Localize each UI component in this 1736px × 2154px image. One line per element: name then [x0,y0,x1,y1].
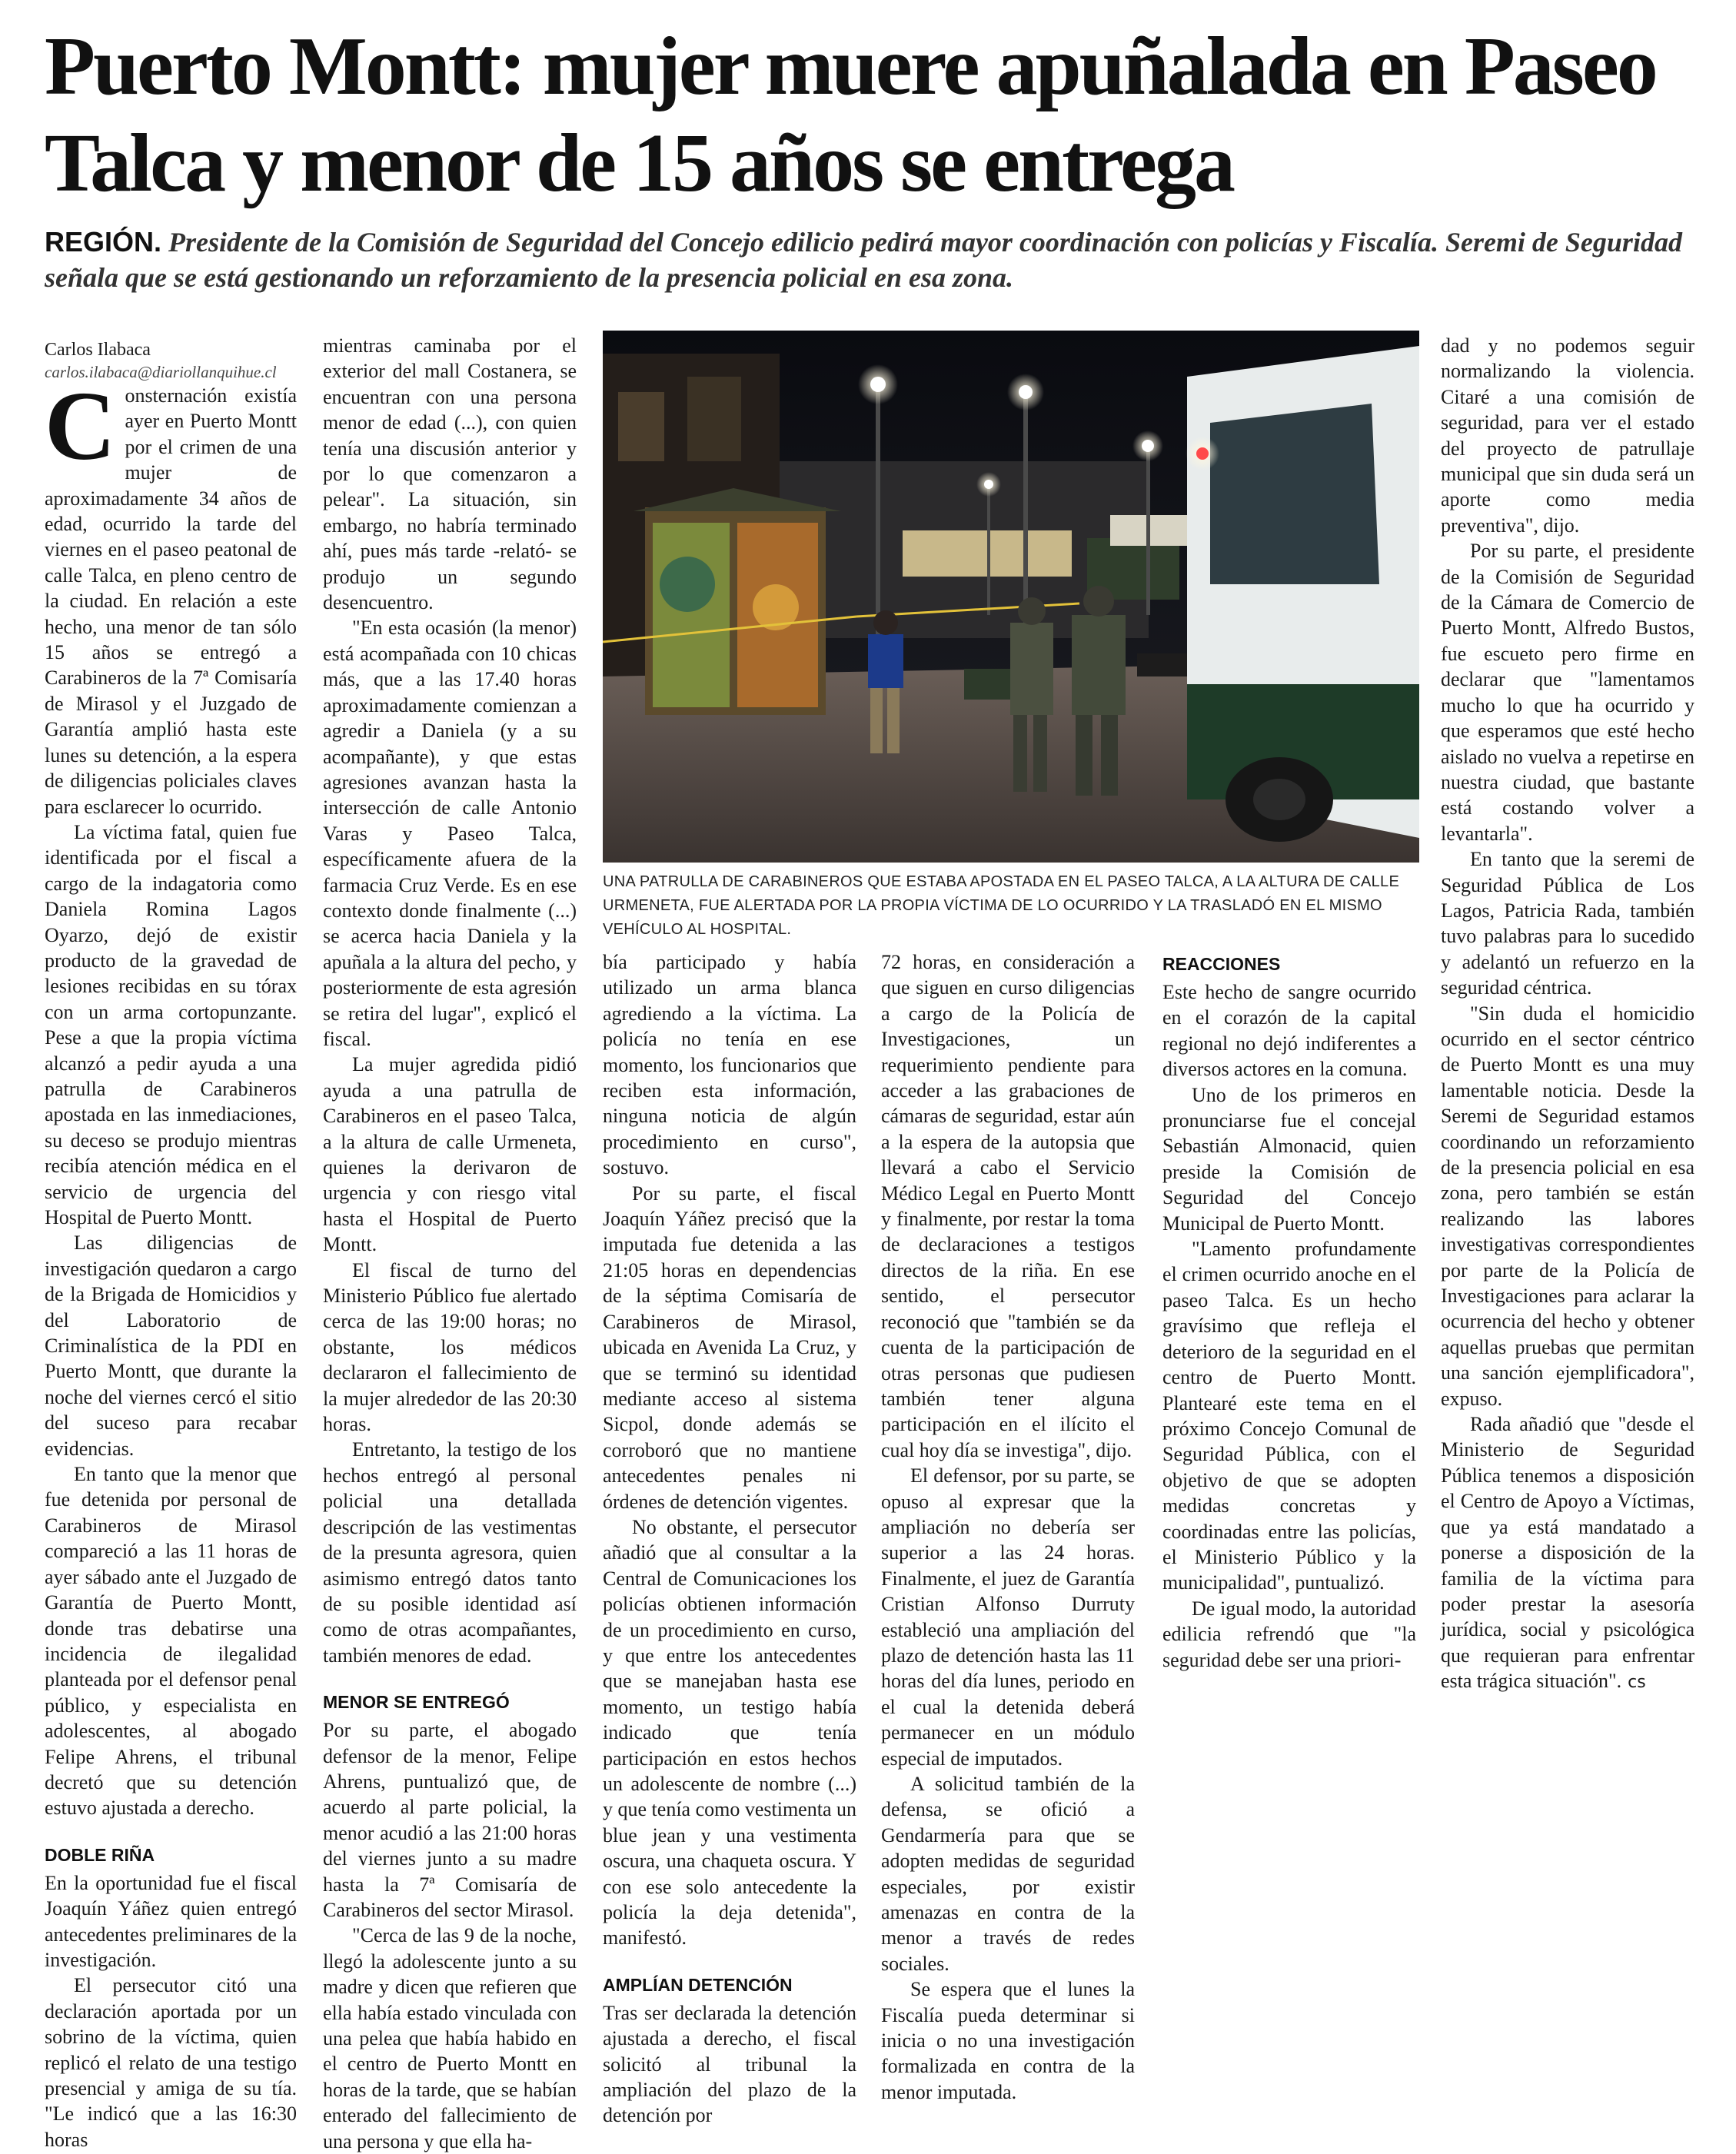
paragraph: bía participado y había utilizado un arma blanca agrediendo a la víctima. La policía no tenía en ese momento, los funcionarios que reciben esta información, ninguna noticia de algún procedimiento en curso", sostuvo. [603,951,856,1179]
section-label: REGIÓN. [45,226,162,258]
paragraph: Entretanto, la testigo de los hechos entregó al personal policial una detallada descripción de las vestimentas de la presunta agresora, quien asimismo entregó datos tanto de su posible identidad así como de otras acompañantes, también menores de edad. [323,1438,577,1667]
end-mark: cs [1628,1673,1646,1693]
paragraph: 72 horas, en consideración a que siguen en curso diligencias a cargo de la Policía de Investigaciones, un requerimiento pendiente para acceder a las grabaciones de cámaras de seguridad, estar aún a la espera de la autopsia que llevará a cabo el Servicio Médico Legal en Puerto Montt y finalmente, por restar la toma de declaraciones a testigos directos de la riña. En ese sentido, el persecutor reconoció que "también se da cuenta de la participación de otras personas que pudiesen también tener alguna participación en el ilícito el cual hoy día se investiga", dijo. [881,951,1135,1461]
paragraph: Las diligencias de investigación quedaron a cargo de la Brigada de Homicidios y del Laboratorio de Criminalística de la PDI en Puerto Montt, que durante la noche del viernes cercó el sitio del suceso para recabar evidencias. [45,1232,297,1460]
article-column-1 [45,338,297,2152]
paragraph: Se espera que el lunes la Fiscalía pueda determinar si inicia o no una investigación formalizada en contra de la menor imputada. [881,1978,1135,2103]
paragraph: En tanto que la menor que fue detenida por personal de Carabineros de Mirasol compareció a las 11 horas de ayer sábado ante el Juzgado de Garantía de Puerto Montt, donde tras debatirse una incidencia de ilegalidad planteada por el defensor penal público, y especialista en adolescentes, al abogado Felipe Ahrens, el tribunal decretó que su detención estuvo ajustada a derecho. [45,1463,297,1820]
paragraph: dad y no podemos seguir normalizando la violencia. Citaré a una comisión de seguridad, para ver el estado del proyecto de patrullaje municipal que sin duda será un aporte como media preventiva", dijo. [1441,334,1694,537]
drop-cap: C [45,371,116,480]
paragraph: Tras ser declarada la detención ajustada a derecho, el fiscal solicitó al tribunal la ampliación del plazo de la detención por [603,2001,856,2127]
paragraph: Rada añadió que "desde el Ministerio de Seguridad Pública tenemos a disposición el Centro de Apoyo a Víctimas, que ya está mandatado a ponerse a disposición de la familia de la víctima para poder prestar la asesoría jurídica, social y psicológica que requieran para enfrentar esta trágica situación". cs [1441,1413,1694,1693]
deck-text: Presidente de la Comisión de Seguridad del Concejo edilicio pedirá mayor coordinación con policías y Fiscalía. Seremi de Seguridad señala que se está gestionando un reforzamiento de la presencia policial en esa zona. [45,227,1682,293]
article-column-6 [1441,333,1694,1696]
paragraph: A solicitud también de la defensa, se ofició a Gendarmería para que se adopten medidas de seguridad especiales, por existir amenazas en contra de la menor a través de redes sociales. [881,1773,1135,1975]
paragraph: No obstante, el persecutor añadió que al consultar a la Central de Comunicaciones los policías obtienen información de un procedimiento en curso, y que entre los antecedentes que se manejaban hasta ese momento, un testigo había indicado que tenía participación en estos hechos un adolescente de nombre (...) y que tenía como vestimenta un blue jean y una vestimenta oscura, una chaqueta oscura. Y con ese solo antecedente la policía la deja detenida", manifestó. [603,1515,856,1950]
photo-caption: UNA PATRULLA DE CARABINEROS QUE ESTABA APOSTADA EN EL PASEO TALCA, A LA ALTURA DE CALLE URMENETA, FUE ALERTADA POR LA PROPIA VÍCTIMA DE LO OCURRIDO Y LA TRASLADÓ EN EL MISMO VEHÍCULO AL HOSPITAL. [603,873,1400,938]
deck [45,224,1698,295]
subheading: REACCIONES [1162,954,1281,974]
article-column-4 [881,949,1135,2105]
subheading: AMPLÍAN DETENCIÓN [603,1974,793,1995]
paragraph: Consternación existía ayer en Puerto Montt por el crimen de una mujer de aproximadamente 34 años de edad, ocurrido la tarde del viernes en el paseo peatonal de calle Talca, en pleno centro de la ciudad. En relación a este hecho, una menor de tan sólo 15 años se entregó a Carabineros de la 7ª Comisaría de Mirasol y el Juzgado de Garantía amplió hasta este lunes su detención, a la espera de diligencias policiales claves para esclarecer lo ocurrido. [45,371,297,818]
paragraph: El persecutor citó una declaración aportada por un sobrino de la víctima, quien replicó el relato de una testigo presencial y amiga de su tía. "Le indicó que a las 16:30 horas [45,1974,297,2151]
paragraph: En la oportunidad fue el fiscal Joaquín Yáñez quien entregó antecedentes preliminares de la investigación. [45,1871,297,1971]
paragraph: Por su parte, el fiscal Joaquín Yáñez precisó que la imputada fue detenida a las 21:05 horas en dependencias de la séptima Comisaría de Carabineros de Mirasol, ubicada en Avenida La Cruz, y que se terminó su identidad mediante acceso al sistema Sicpol, donde además se corroboró que no mantiene antecedentes penales ni órdenes de detención vigentes. [603,1182,856,1513]
subheading: MENOR SE ENTREGÓ [323,1692,510,1713]
headline: Puerto Montt: mujer muere apuñalada en Paseo Talca y menor de 15 años se entrega [45,21,1656,209]
paragraph: La mujer agredida pidió ayuda a una patrulla de Carabineros en el paseo Talca, a la altura de calle Urmeneta, quienes la derivaron de urgencia y con riesgo vital hasta el Hospital de Puerto Montt. [323,1053,577,1256]
paragraph: El fiscal de turno del Ministerio Público fue alertado cerca de las 19:00 horas; no obstante, los médicos declararon el fallecimiento de la mujer alrededor de las 20:30 horas. [323,1258,577,1436]
author-email[interactable]: carlos.ilabaca@diariollanquihue.cl [45,363,277,381]
article-column-5 [1162,944,1416,1673]
paragraph: Este hecho de sangre ocurrido en el corazón de la capital regional no dejó indiferentes a diversos actores en la comuna. [1162,981,1416,1081]
paragraph: En tanto que la seremi de Seguridad Pública de Los Lagos, Patricia Rada, también tuvo palabras para lo sucedido y adelantó un refuerzo en la seguridad céntrica. [1441,848,1694,999]
subheading: DOBLE RIÑA [45,1844,155,1865]
paragraph: La víctima fatal, quien fue identificada por el fiscal a cargo de la indagatoria como Daniela Romina Lagos Oyarzo, dejó de existir producto de la gravedad de lesiones recibidas en su tórax con un arma cortopunzante. Pese a que la propia víctima alcanzó a pedir ayuda a una patrulla de Carabineros apostada en las inmediaciones, su deceso se produjo mientras recibía atención médica en el servicio de urgencia del Hospital de Puerto Montt. [45,820,297,1228]
paragraph: De igual modo, la autoridad edilicia refrendó que "la seguridad debe ser una priori- [1162,1597,1416,1671]
paragraph: El defensor, por su parte, se opuso al expresar que la ampliación no debería ser superior a las 24 horas. Finalmente, el juez de Garantía Cristian Alfonso Durruty estableció una ampliación del plazo de detención hasta las 11 horas del día lunes, periodo en el cual la detenida deberá permanecer en un módulo especial de imputados. [881,1464,1135,1770]
article-column-2 [323,333,577,2154]
paragraph: Uno de los primeros en pronunciarse fue el concejal Sebastián Almonacid, quien preside la Comisión de Seguridad del Concejo Municipal de Puerto Montt. [1162,1083,1416,1235]
paragraph: "Cerca de las 9 de la noche, llegó la adolescente junto a su madre y dicen que refieren que ella había estado vinculada con una pelea que había habido en el centro de Puerto Montt en horas de la tarde, que se habían enterado del fallecimiento de una persona y que ella ha- [323,1924,577,2152]
paragraph: "En esta ocasión (la menor) está acompañada con 10 chicas más, que a las 17.40 horas aproximadamente comienzan a agredir a Daniela (y a su acompañante), y que estas agresiones avanzan hasta la intersección de calle Antonio Varas y Paseo Talca, específicamente afuera de la farmacia Cruz Verde. Es en ese contexto donde finalmente (...) se acerca hacia Daniela y la apuñala a la altura del pecho, y posteriormente de esta agresión se retira del lugar", explicó el fiscal. [323,617,577,1050]
paragraph: "Lamento profundamente el crimen ocurrido anoche en el paseo Talca. Es un hecho gravísimo que refleja el deterioro de la seguridad en el centro de Puerto Montt. Plantearé este tema en el próximo Concejo Comunal de Seguridad Pública, con el objetivo de que se adopten medidas concretas y coordinadas entre las policías, el Ministerio Público y la municipalidad", puntualizó. [1162,1238,1416,1594]
byline: Carlos Ilabaca [45,340,151,360]
paragraph: Por su parte, el abogado defensor de la menor, Felipe Ahrens, puntualizó que, de acuerdo al parte policial, la menor acudió a las 21:00 horas del viernes junto a su madre hasta la 7ª Comisaría de Carabineros del sector Mirasol. [323,1719,577,1921]
news-photo [603,331,1419,863]
paragraph: mientras caminaba por el exterior del mall Costanera, se encuentran con una persona menor de edad (...), con quien tenía una discusión anterior y por lo que comenzaron a pelear". La situación, sin embargo, no habría terminado ahí, pues más tarde -relató- se produjo un segundo desencuentro. [323,334,577,614]
paragraph: Por su parte, el presidente de la Comisión de Seguridad de la Cámara de Comercio de Puerto Montt, Alfredo Bustos, fue escueto pero firme en declarar que "lamentamos mucho lo que ha ocurrido y que esperamos que esté hecho aislado no vuelva a repetirse en nuestra ciudad, que bastante está costando volver a levantarla". [1441,540,1694,845]
article-column-3 [603,949,856,2129]
paragraph: "Sin duda el homicidio ocurrido en el sector céntrico de Puerto Montt es una muy lamentable noticia. Desde la Seremi de Seguridad estamos coordinando un reforzamiento de la presencia policial en esa zona, pero también se están realizando las labores investigativas correspondientes por parte de la Policía de Investigaciones para aclarar la ocurrencia del hecho y obtener aquellas pruebas que permitan una sanción ejemplificadora", expuso. [1441,1002,1694,1410]
